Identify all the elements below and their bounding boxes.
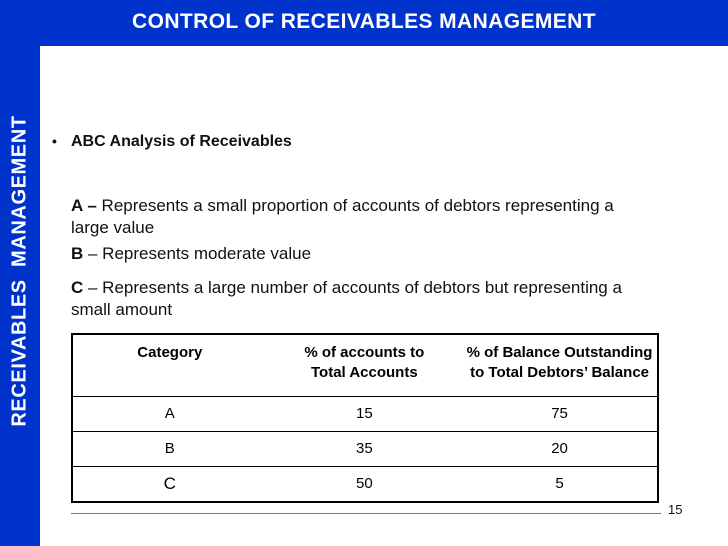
- table-row: [72, 466, 658, 502]
- header-balance-percent: [462, 334, 658, 396]
- paragraph-b: [71, 243, 631, 265]
- footer-divider: [71, 513, 661, 514]
- paragraph-c: [71, 277, 631, 321]
- sidebar-vertical-title: RECEIVABLES MANAGEMENT: [8, 115, 31, 427]
- paragraph-b-text: – Represents moderate value: [83, 244, 312, 263]
- header-accounts-percent-text: % of accounts to Total Accounts: [304, 344, 425, 381]
- header-category: Category: [137, 344, 203, 361]
- cell-category: A: [164, 404, 175, 422]
- header-balance-percent-text: % of Balance Outstanding to Total Debtors’ Balance: [466, 344, 653, 381]
- header-accounts-percent: [267, 334, 463, 396]
- cell-accounts-percent: 50: [356, 474, 373, 492]
- page-number: 15: [668, 502, 683, 517]
- cell-balance-percent: 20: [551, 439, 568, 457]
- cell-category: C: [163, 473, 176, 493]
- paragraph-a-text: Represents a small proportion of accounts of debtors representing a large value: [71, 196, 614, 237]
- table-row: [72, 431, 658, 466]
- cell-category: B: [164, 439, 175, 457]
- header-bar: [0, 0, 728, 46]
- bullet-heading: ABC Analysis of Receivables: [71, 133, 292, 150]
- cell-balance-percent: 75: [551, 404, 568, 422]
- abc-analysis-table: [71, 333, 659, 503]
- bullet-icon: •: [52, 133, 57, 149]
- cell-balance-percent: 5: [555, 474, 564, 492]
- paragraph-a: [71, 195, 631, 239]
- cell-accounts-percent: 35: [356, 439, 373, 457]
- table-header-row: [72, 334, 658, 396]
- table-row: [72, 396, 658, 431]
- slide-title: CONTROL OF RECEIVABLES MANAGEMENT: [132, 10, 596, 33]
- paragraph-a-key: A –: [71, 196, 97, 215]
- paragraph-c-text: – Represents a large number of accounts of debtors but representing a small amount: [71, 278, 622, 319]
- paragraph-b-key: B: [71, 244, 84, 263]
- paragraph-c-key: C: [71, 278, 84, 297]
- cell-accounts-percent: 15: [356, 404, 373, 422]
